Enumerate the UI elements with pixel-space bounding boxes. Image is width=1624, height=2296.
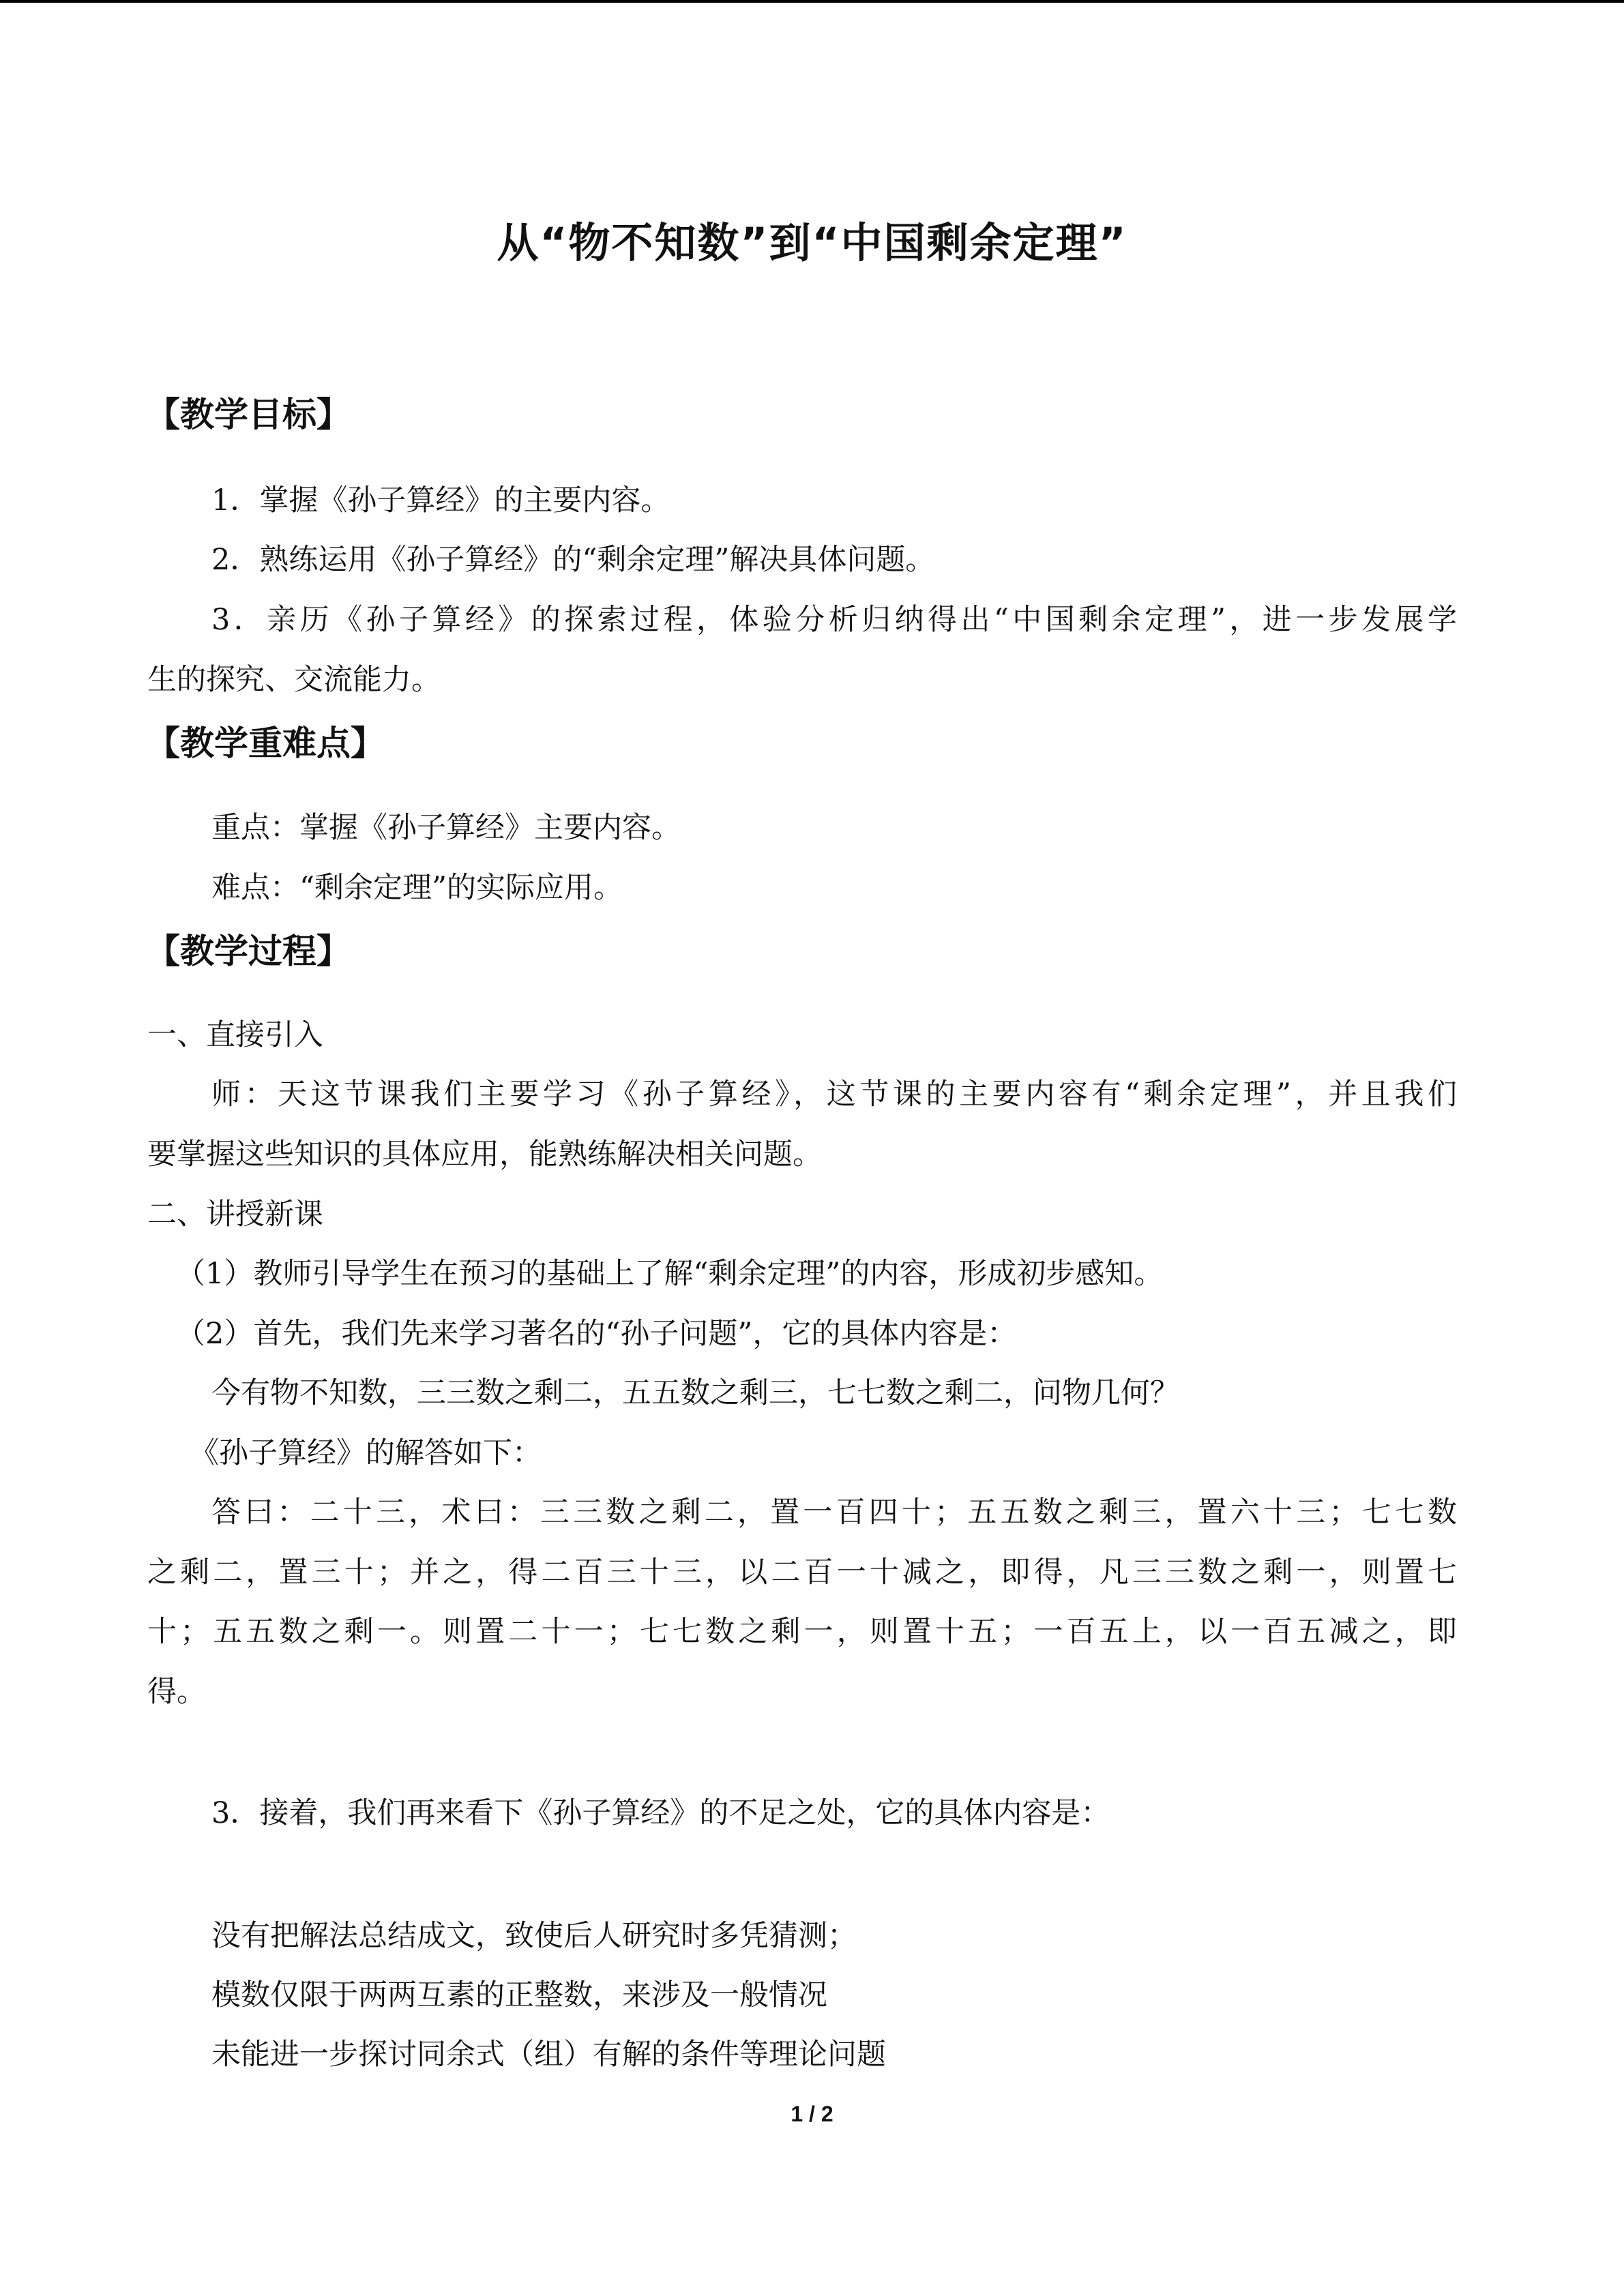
heading-objectives: 【教学目标】 xyxy=(146,395,351,434)
page-title: 从“物不知数”到“中国剩余定理” xyxy=(497,219,1127,267)
solution-line-1: 答曰：二十三，术曰：三三数之剩二，置一百四十；五五数之剩三，置六十三；七七数 xyxy=(211,1495,1457,1530)
objective-item-3-cont: 生的探究、交流能力。 xyxy=(147,663,441,697)
step-3: 3．接着，我们再来看下《孙子算经》的不足之处，它的具体内容是： xyxy=(211,1796,1110,1830)
heading-key-points: 【教学重难点】 xyxy=(146,724,385,763)
solution-line-4: 得。 xyxy=(147,1675,206,1709)
step-1: （1）教师引导学生在预习的基础上了解“剩余定理”的内容，形成初步感知。 xyxy=(176,1257,1164,1291)
step-2: （2）首先，我们先来学习著名的“孙子问题”，它的具体内容是： xyxy=(176,1317,1017,1351)
solution-line-3: 十；五五数之剩一。则置二十一；七七数之剩一，则置十五；一百五上，以一百五减之，即 xyxy=(147,1615,1457,1649)
objective-item-1: 1．掌握《孙子算经》的主要内容。 xyxy=(211,483,670,518)
solution-line-2: 之剩二，置三十；并之，得二百三十三，以二百一十减之，即得，凡三三数之剩一，则置七 xyxy=(147,1555,1457,1590)
solution-intro: 《孙子算经》的解答如下： xyxy=(190,1436,542,1470)
objective-item-2: 2．熟练运用《孙子算经》的“剩余定理”解决具体问题。 xyxy=(211,543,935,577)
part1-title: 一、直接引入 xyxy=(147,1018,323,1052)
shortcoming-1: 没有把解法总结成文，致使后人研究时多凭猜测； xyxy=(211,1919,857,1953)
page-number: 1 / 2 xyxy=(791,2102,833,2126)
shortcoming-3: 未能进一步探讨同余式（组）有解的条件等理论问题 xyxy=(211,2038,886,2072)
problem-statement: 今有物不知数，三三数之剩二，五五数之剩三，七七数之剩二，问物几何？ xyxy=(211,1376,1179,1410)
heading-process: 【教学过程】 xyxy=(146,931,351,971)
part2-title: 二、讲授新课 xyxy=(147,1197,323,1232)
objective-item-3: 3．亲历《孙子算经》的探索过程，体验分析归纳得出“中国剩余定理”，进一步发展学 xyxy=(211,603,1457,637)
key-point-focus: 重点：掌握《孙子算经》主要内容。 xyxy=(211,811,681,845)
part1-line-2: 要掌握这些知识的具体应用，能熟练解决相关问题。 xyxy=(147,1137,822,1172)
shortcoming-2: 模数仅限于两两互素的正整数，来涉及一般情况 xyxy=(211,1978,827,2012)
part1-line-1: 师：天这节课我们主要学习《孙子算经》，这节课的主要内容有“剩余定理”，并且我们 xyxy=(211,1077,1457,1112)
key-point-difficulty: 难点：“剩余定理”的实际应用。 xyxy=(211,871,623,905)
